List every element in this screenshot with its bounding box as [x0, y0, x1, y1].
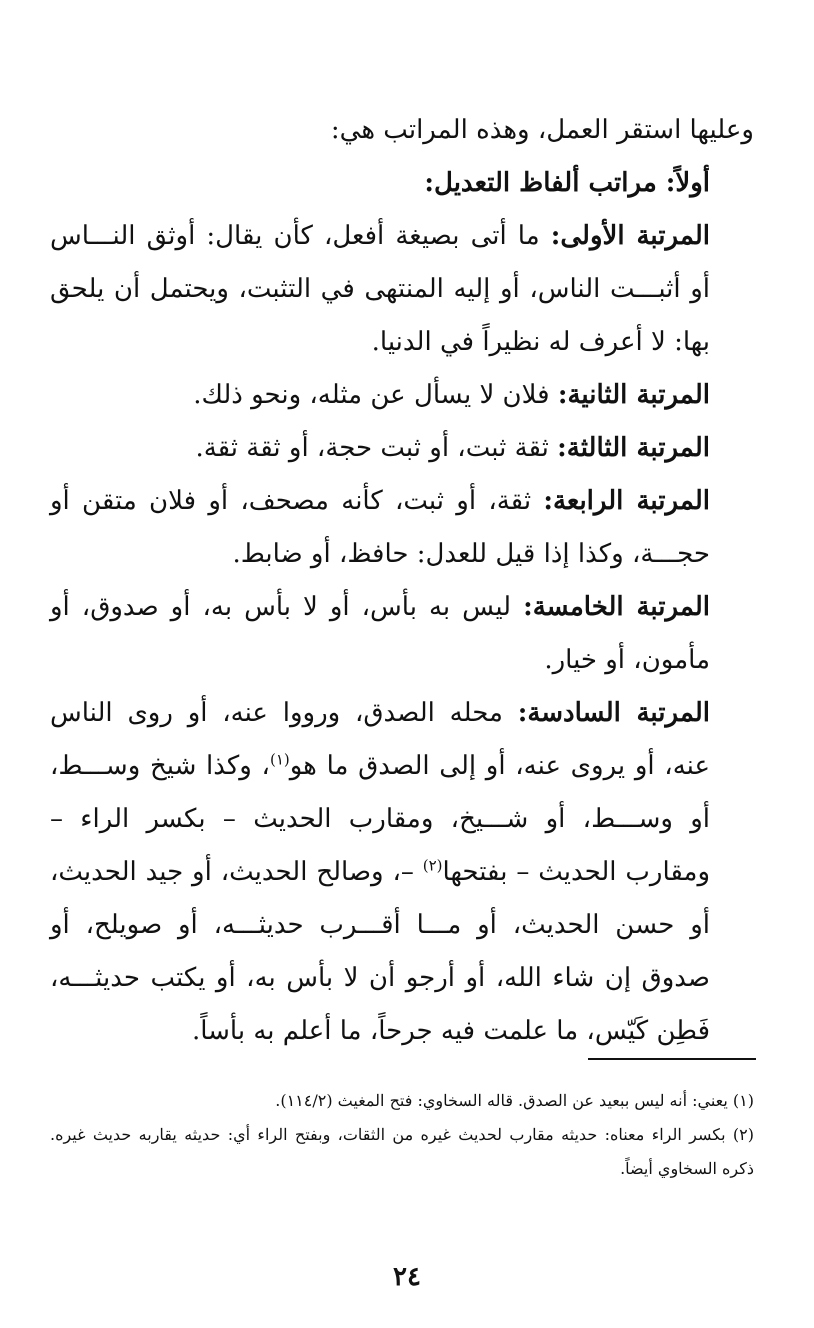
section-heading: أولاً: مراتب ألفاظ التعديل: [424, 168, 710, 198]
level-6-text-part1: محله الصدق، ورووا عنه، أو روى الناس عنه، أو يروى عنه، أو إلى الصدق ما هو [50, 698, 710, 781]
level-5-paragraph [50, 581, 754, 687]
level-4-text: ثقة، أو ثبت، كأنه مصحف، أو فلان متقن أو حجـــة، وكذا إذا قيل للعدل: حافظ، أو ضابط. [50, 486, 710, 569]
footnote-ref-2: (٢) [422, 856, 443, 875]
level-1-paragraph [50, 210, 754, 369]
level-3-term: المرتبة الثالثة: [557, 433, 710, 463]
level-3-paragraph [50, 422, 754, 475]
footnote-ref-1: (١) [269, 750, 290, 769]
level-1-term: المرتبة الأولى: [550, 221, 710, 251]
level-6-paragraph [50, 687, 754, 1058]
footnote-separator [588, 1058, 756, 1060]
page-number: ٢٤ [393, 1262, 421, 1292]
intro-line: وعليها استقر العمل، وهذه المراتب هي: [330, 115, 754, 145]
level-4-term: المرتبة الرابعة: [543, 486, 710, 516]
footnotes [50, 1084, 754, 1186]
level-6-text-part3: –، وصالح الحديث، أو جيد الحديث، أو حسن الحديث، أو مـــا أقـــرب حديثـــه، أو صويلح، أو صدوق إن شاء الله، أو أرجو أن لا بأس به، أو يكتب حديثـــه، فَطِن كَيّس، ما علمت فيه جرحاً، ما أعلم به بأساً. [50, 857, 710, 1046]
level-4-paragraph [50, 475, 754, 581]
level-3-text: ثقة ثبت، أو ثبت حجة، أو ثقة ثقة. [195, 433, 558, 463]
footnote-2: (٢) بكسر الراء معناه: حديثه مقارب لحديث غيره من الثقات، وبفتح الراء أي: حديثه يقاربه حديث غيره. ذكره السخاوي أيضاً. [50, 1125, 754, 1178]
footnote-1: (١) يعني: أنه ليس ببعيد عن الصدق. قاله السخاوي: فتح المغيث (١١٤/٢). [275, 1091, 754, 1110]
level-5-text: ليس به بأس، أو لا بأس به، أو صدوق، أو مأمون، أو خيار. [50, 592, 710, 675]
level-5-term: المرتبة الخامسة: [523, 592, 711, 622]
level-2-term: المرتبة الثانية: [557, 380, 710, 410]
main-text [50, 104, 754, 1058]
level-2-text: فلان لا يسأل عن مثله، ونحو ذلك. [193, 380, 558, 410]
level-1-text: ما أتى بصيغة أفعل، كأن يقال: أوثق النـــاس أو أثبـــت الناس، أو إليه المنتهى في التثبت، ويحتمل أن يلحق بها: لا أعرف له نظيراً في الدنيا. [50, 221, 710, 357]
level-6-term: المرتبة السادسة: [517, 698, 710, 728]
level-6-text-part2: ، وكذا شيخ وســـط، أو وســـط، أو شـــيخ، ومقارب الحديث – بكسر الراء – ومقارب الحديث – بفتحها [50, 751, 710, 887]
level-2-paragraph [50, 369, 754, 422]
